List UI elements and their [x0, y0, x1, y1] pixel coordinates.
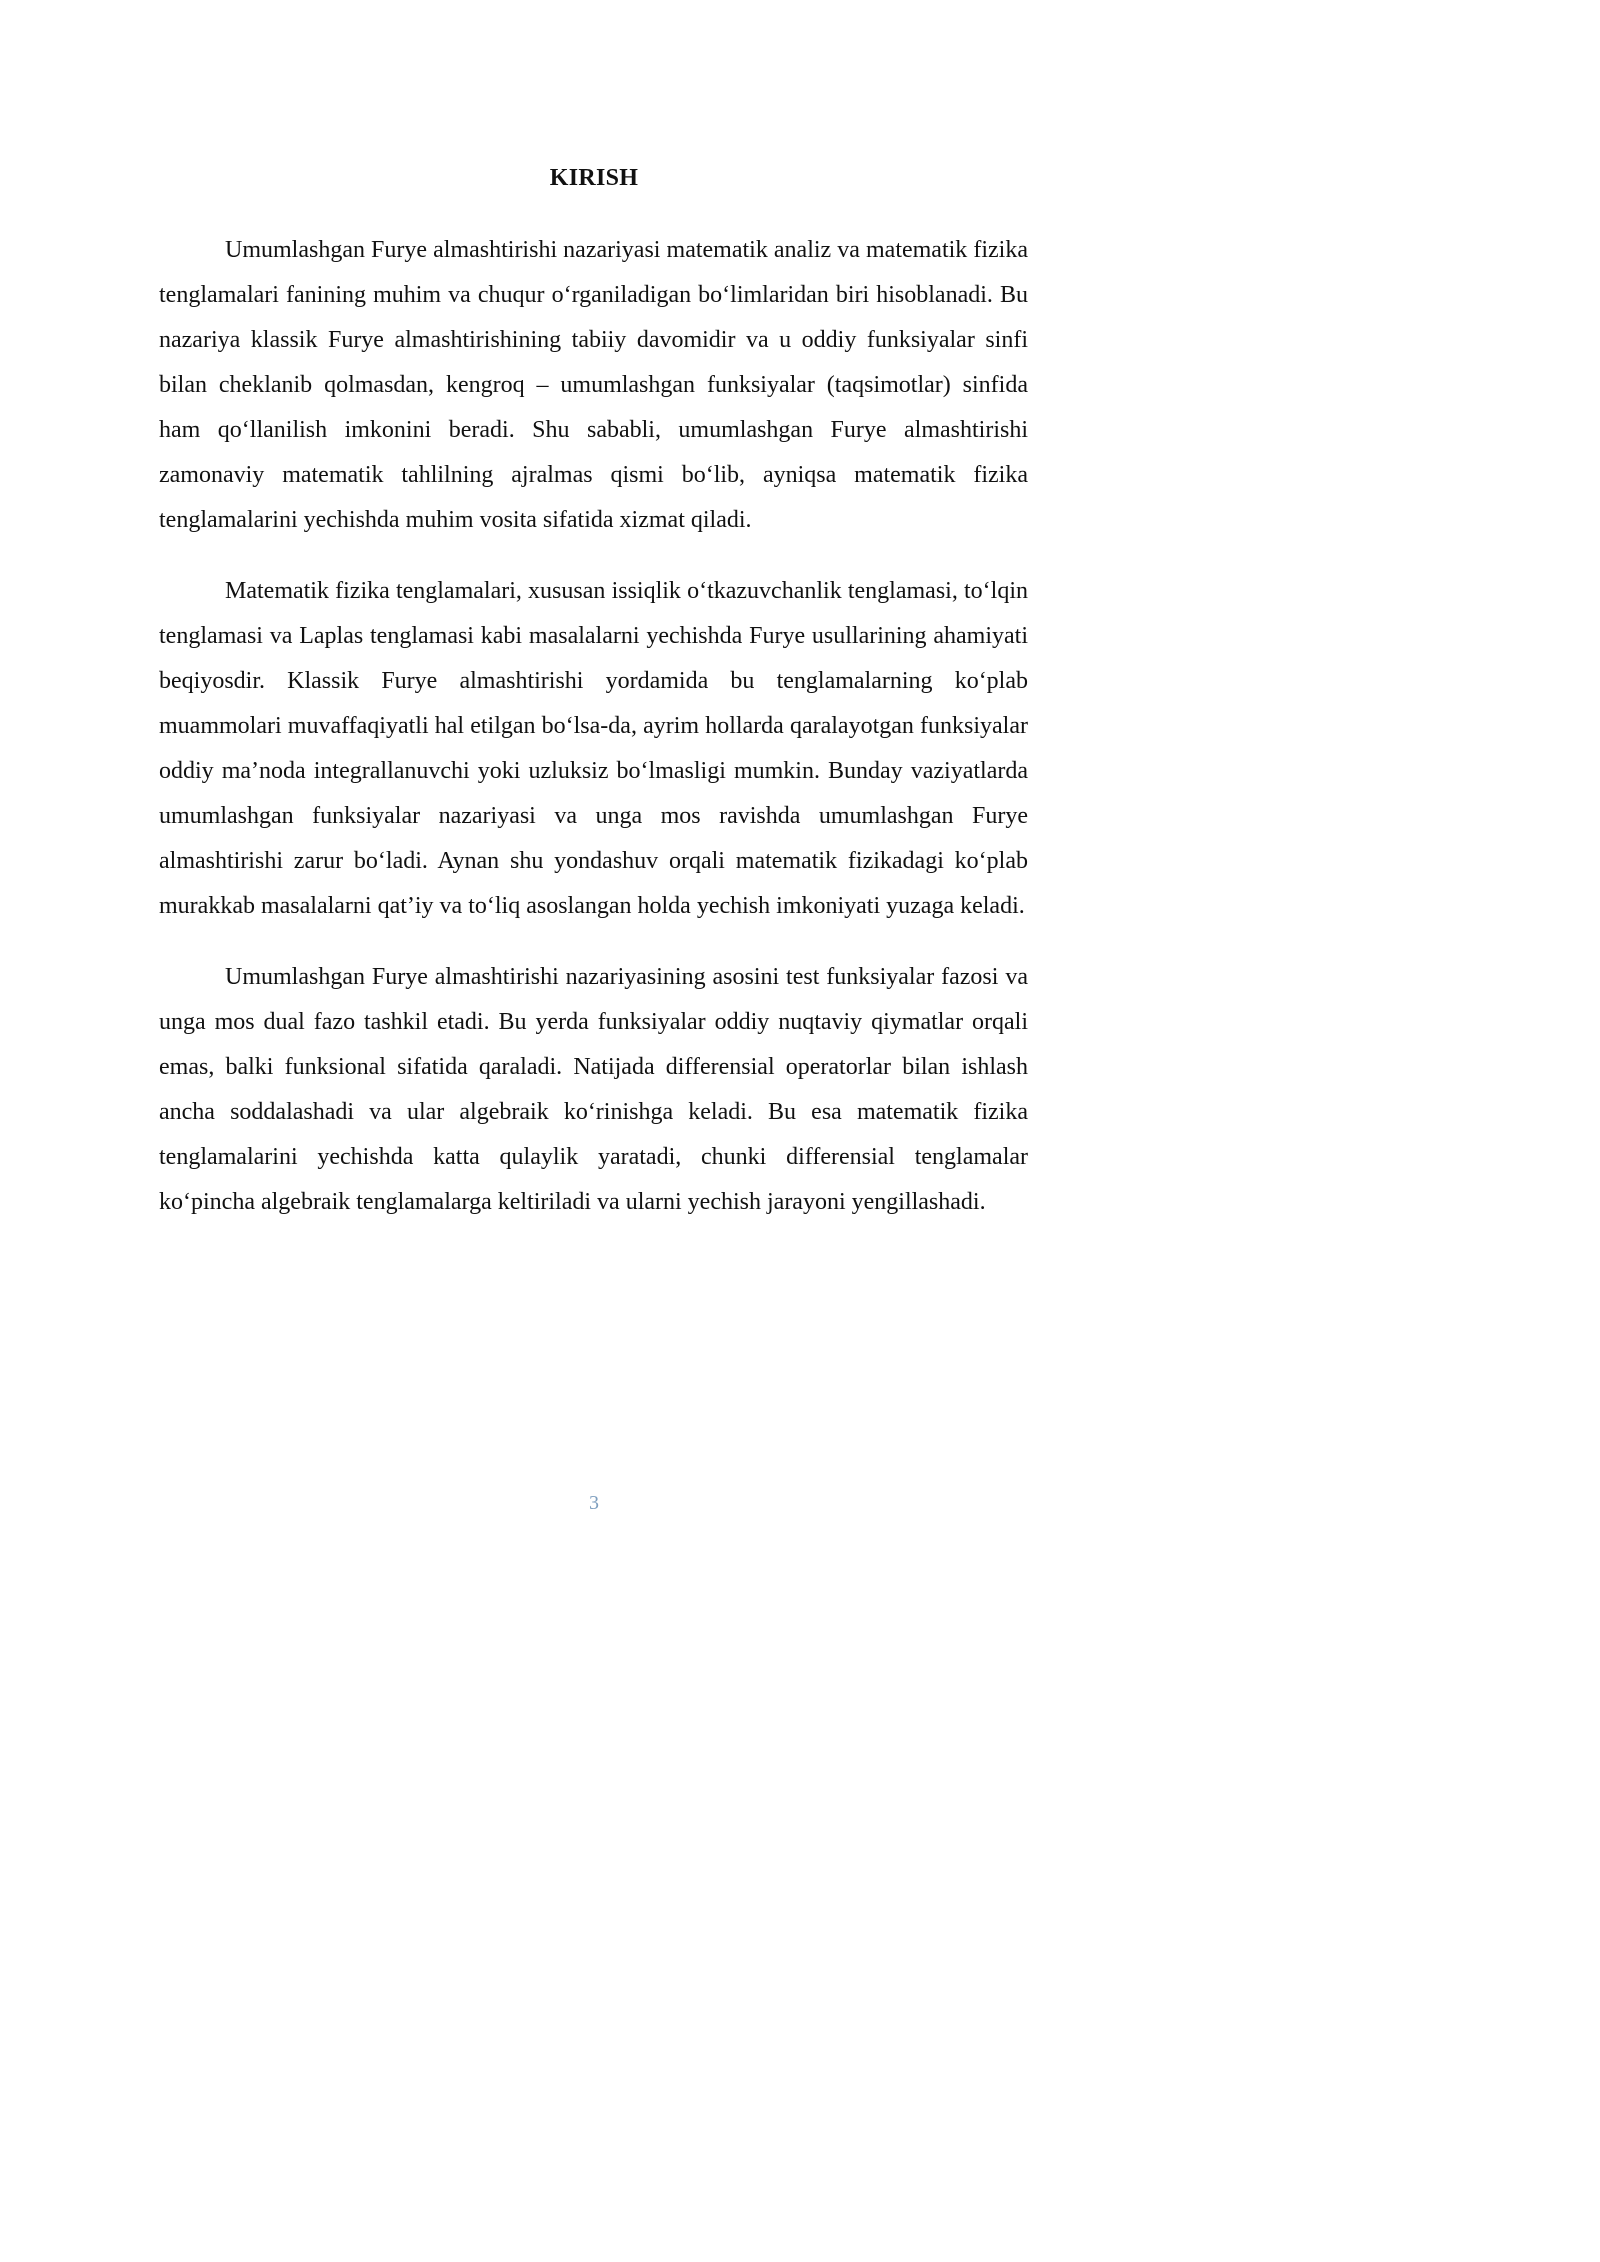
section-heading: KIRISH	[549, 165, 639, 191]
document-page	[0, 0, 1100, 1556]
page-number: 3	[589, 1492, 599, 1514]
paragraph-1: Umumlashgan Furye almashtirishi nazariyasi matematik analiz va matematik fizika tenglamalari fanining muhim va chuqur o‘rganiladigan bo‘limlaridan biri hisoblanadi. Bu nazariya klassik Furye almashtirishining tabiiy davomidir va u oddiy funksiyalar sinfi bilan cheklanib qolmasdan, kengroq – umumlashgan funksiyalar (taqsimotlar) sinfida ham qo‘llanilish imkonini beradi. Shu sababli, umumlashgan Furye almashtirishi zamonaviy matematik tahlilning ajralmas qismi bo‘lib, ayniqsa matematik fizika tenglamalarini yechishda muhim vosita sifatida xizmat qiladi.	[159, 237, 1028, 533]
paragraph-3: Umumlashgan Furye almashtirishi nazariyasining asosini test funksiyalar fazosi va unga mos dual fazo tashkil etadi. Bu yerda funksiyalar oddiy nuqtaviy qiymatlar orqali emas, balki funksional sifatida qaraladi. Natijada differensial operatorlar bilan ishlash ancha soddalashadi va ular algebraik ko‘rinishga keladi. Bu esa matematik fizika tenglamalarini yechishda katta qulaylik yaratadi, chunki differensial tenglamalar ko‘pincha algebraik tenglamalarga keltiriladi va ularni yechish jarayoni yengillashadi.	[159, 964, 1028, 1215]
body-text	[159, 228, 1028, 1251]
paragraph-2: Matematik fizika tenglamalari, xususan issiqlik o‘tkazuvchanlik tenglamasi, to‘lqin tenglamasi va Laplas tenglamasi kabi masalalarni yechishda Furye usullarining ahamiyati beqiyosdir. Klassik Furye almashtirishi yordamida bu tenglamalarning ko‘plab muammolari muvaffaqiyatli hal etilgan bo‘lsa-da, ayrim hollarda qaralayotgan funksiyalar oddiy ma’noda integrallanuvchi yoki uzluksiz bo‘lmasligi mumkin. Bunday vaziyatlarda umumlashgan funksiyalar nazariyasi va unga mos ravishda umumlashgan Furye almashtirishi zarur bo‘ladi. Aynan shu yondashuv orqali matematik fizikadagi ko‘plab murakkab masalalarni qat’iy va to‘liq asoslangan holda yechish imkoniyati yuzaga keladi.	[159, 578, 1028, 919]
